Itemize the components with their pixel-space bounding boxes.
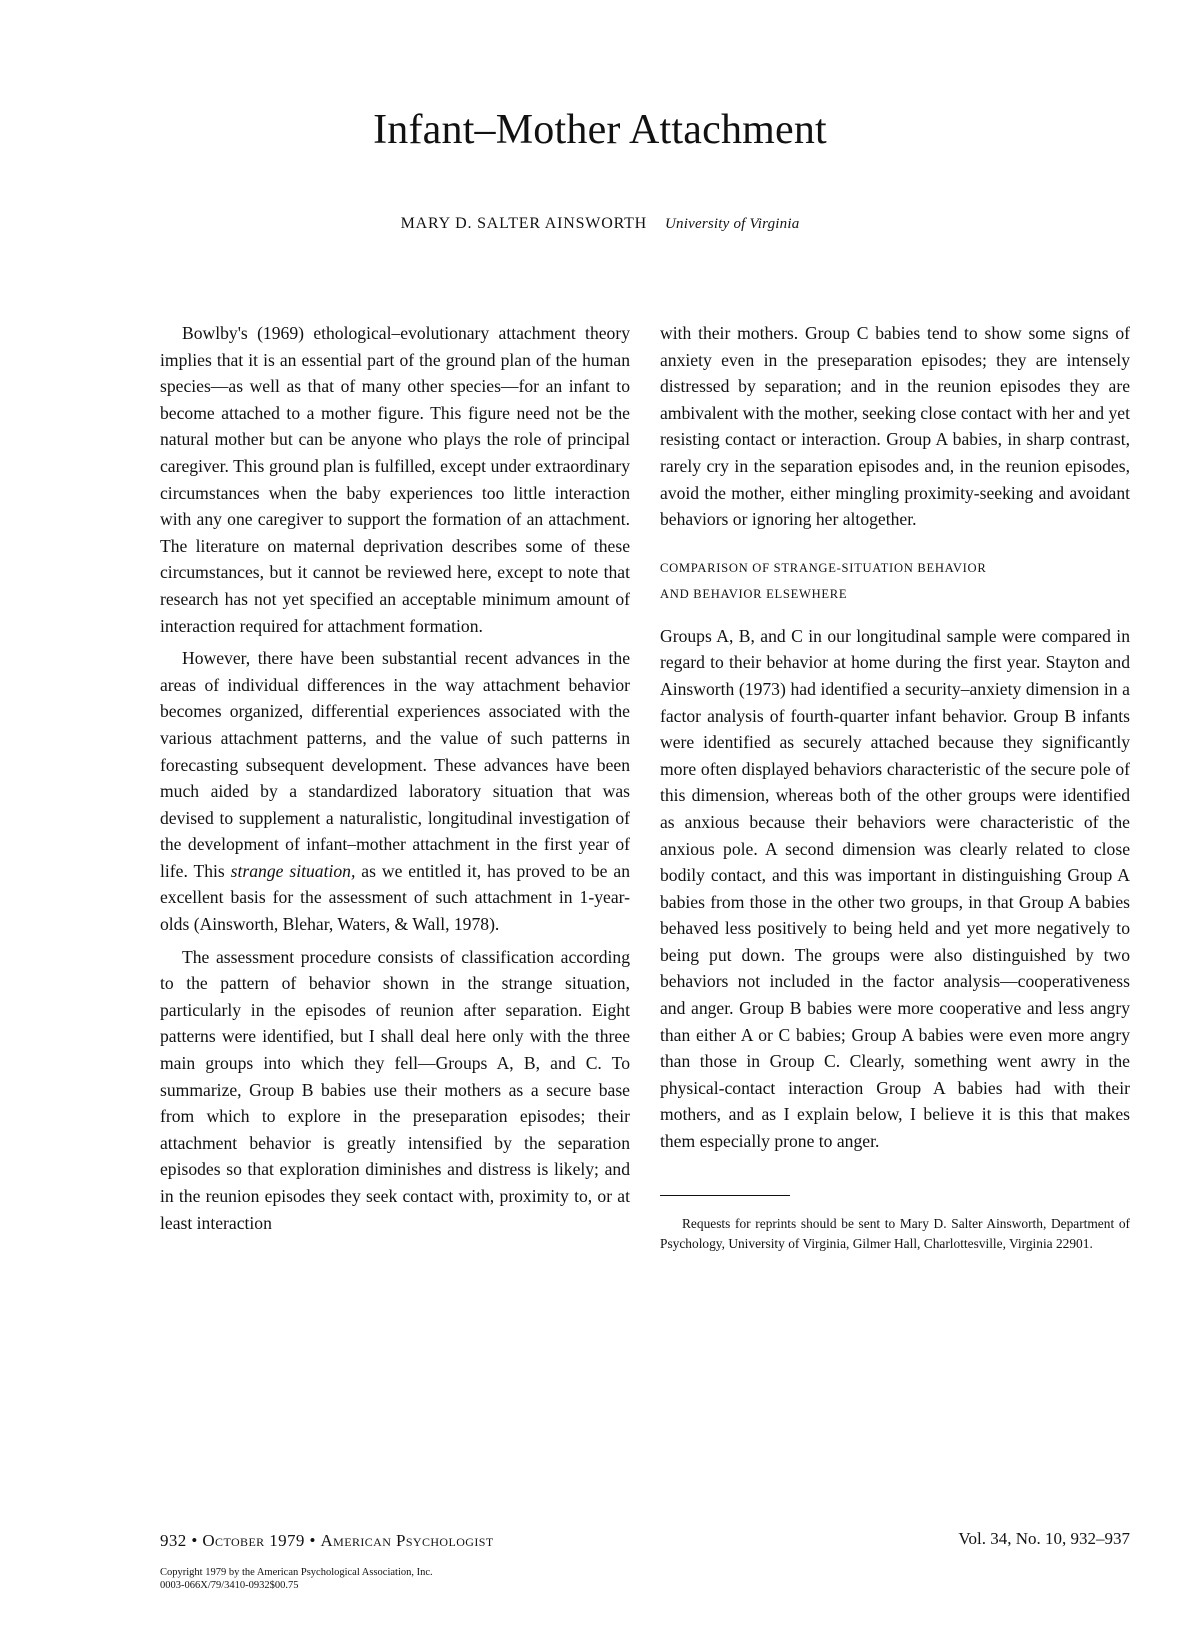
- running-footer: [160, 1531, 494, 1551]
- paragraph-3: The assessment procedure consists of classification according to the pattern of behavior shown in the strange situation, particularly in the episodes of reunion after separation. Eight patterns were identified, but I shall deal here only with the three main groups into which they fell—Groups A, B, and C. To summarize, Group B babies use their mothers as a secure base from which to explore in the preseparation episodes; their attachment behavior is greatly intensified by the separation episodes so that exploration diminishes and distress is likely; and in the reunion episodes they seek contact with, proximity to, or at least interaction: [160, 946, 630, 1233]
- footnote: Requests for reprints should be sent to Mary D. Salter Ainsworth, Department of Psychology, University of Virginia, Gilmer Hall, Charlottesville, Virginia 22901.: [660, 1215, 1130, 1251]
- paragraph-1: Bowlby's (1969) ethological–evolutionary attachment theory implies that it is an essential part of the ground plan of the human species—as well as that of many other species—for an infant to become attached to a mother figure. This figure need not be the natural mother but can be anyone who plays the role of principal caregiver. This ground plan is fulfilled, except under extraordinary circumstances when the baby experiences too little interaction with any one caregiver to support the formation of an attachment. The literature on maternal deprivation describes some of these circumstances, but it cannot be reviewed here, except to note that research has not yet specified an acceptable minimum amount of interaction required for attachment formation.: [160, 323, 630, 636]
- paragraph-2-text-b: as we entitled it, has proved to be an excellent basis for the assessment of such attachment in 1-year-olds (Ainsworth, Blehar, Waters, & Wall, 1978).: [160, 860, 630, 935]
- right-column: [660, 320, 1130, 1254]
- byline: [0, 215, 1200, 233]
- paragraph-4: Groups A, B, and C in our longitudinal sample were compared in regard to their behavior at home during the first year. Stayton and Ainsworth (1973) had identified a security–anxiety dimension in a factor analysis of fourth-quarter infant behavior. Group B infants were identified as securely attached because they significantly more often displayed behaviors characteristic of the secure pole of this dimension, whereas both of the other groups were identified as anxious because their behaviors were characteristic of the anxious pole. A second dimension was clearly related to close bodily contact, and this was important in distinguishing Group A babies from those in the other two groups, in that Group A babies behaved less positively to being held and yet more negatively to being put down. The groups were also distinguished by two behaviors not included in the factor analysis—cooperativeness and anger. Group B babies were more cooperative and less angry than either A or C babies; Group A babies were even more angry than those in Group C. Clearly, something went awry in the physical-contact interaction Group A babies had with their mothers, and as I explain below, I believe it is this that makes them especially prone to anger.: [660, 625, 1130, 1152]
- strange-situation-term: strange situation,: [230, 860, 356, 881]
- article-title: Infant–Mother Attachment: [373, 107, 827, 154]
- left-column: [160, 320, 630, 1236]
- paragraph-2: [160, 645, 630, 938]
- issue-date: October 1979: [202, 1531, 305, 1550]
- copyright-notice: [160, 1566, 660, 1592]
- copyright-line: Copyright 1979 by the American Psychological Association, Inc.: [160, 1567, 433, 1578]
- section-heading-line-2: AND BEHAVIOR ELSEWHERE: [660, 586, 848, 601]
- author-affiliation: University of Virginia: [665, 216, 800, 232]
- author-name: MARY D. SALTER AINSWORTH: [400, 215, 648, 232]
- footer-separator: •: [191, 1531, 198, 1550]
- section-heading-line-1: COMPARISON OF STRANGE-SITUATION BEHAVIOR: [660, 560, 987, 575]
- issn-line: 0003-066X/79/3410-0932$00.75: [160, 1580, 299, 1591]
- paragraph-continued: with their mothers. Group C babies tend to show some signs of anxiety even in the preseparation episodes; they are intensely distressed by separation; and in the reunion episodes they are ambivalent with the mother, seeking close contact with her and yet resisting contact or interaction. Group A babies, in sharp contrast, rarely cry in the separation episodes and, in the reunion episodes, avoid the mother, either mingling proximity-seeking and avoidant behaviors or ignoring her altogether.: [660, 323, 1130, 530]
- footnote-divider: [660, 1195, 790, 1196]
- volume-info: Vol. 34, No. 10, 932–937: [958, 1529, 1130, 1548]
- journal-name: American Psychologist: [320, 1531, 494, 1550]
- section-heading: [660, 555, 1130, 607]
- paragraph-2-text-a: However, there have been substantial recent advances in the areas of individual differences in the way attachment behavior becomes organized, differential experiences associated with the various attachment patterns, and the value of such patterns in forecasting subsequent development. These advances have been much aided by a standardized laboratory situation that was devised to supplement a naturalistic, longitudinal investigation of the development of infant–mother attachment in the first year of life. This: [160, 648, 630, 881]
- footer-separator: •: [309, 1531, 316, 1550]
- page-number: 932: [160, 1531, 187, 1550]
